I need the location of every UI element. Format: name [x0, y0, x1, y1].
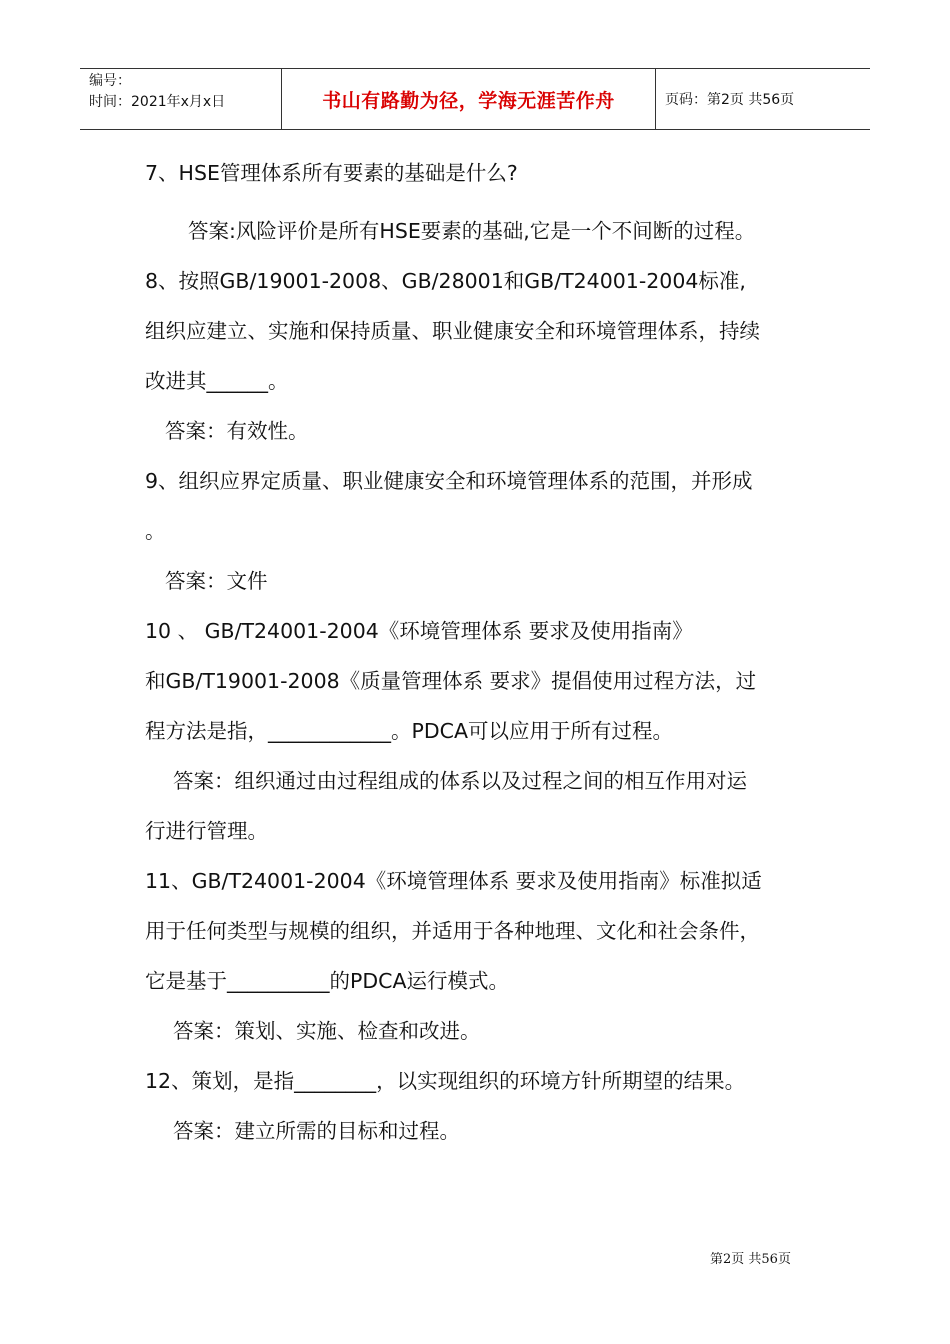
answer-12: 答案：建立所需的目标和过程。 — [173, 1119, 460, 1143]
page-header — [80, 68, 870, 130]
answer-7: 答案:风险评价是所有HSE要素的基础,它是一个不间断的过程。 — [188, 219, 756, 243]
question-8-line-3: 改进其______。 — [145, 369, 289, 393]
answer-10-line-2: 行进行管理。 — [145, 819, 268, 843]
answer-11: 答案：策划、实施、检查和改进。 — [173, 1019, 481, 1043]
answer-8: 答案：有效性。 — [165, 419, 309, 443]
question-9-line-1: 9、组织应界定质量、职业健康安全和环境管理体系的范围，并形成 — [145, 469, 753, 493]
code-label: 编号： — [89, 73, 131, 89]
header-meta-cell — [80, 69, 282, 129]
question-10-line-3: 程方法是指，____________。PDCA可以应用于所有过程。 — [145, 719, 673, 743]
question-8-line-1: 8、按照GB/19001-2008、GB/28001和GB/T24001-2004标准, — [145, 269, 746, 293]
question-9-line-2: 。 — [145, 519, 166, 543]
question-7: 7、HSE管理体系所有要素的基础是什么? — [145, 161, 518, 185]
page-footer: 第2页 共56页 — [710, 1252, 791, 1267]
answer-9: 答案：文件 — [165, 569, 268, 593]
question-11-line-2: 用于任何类型与规模的组织，并适用于各种地理、文化和社会条件， — [145, 919, 760, 943]
question-10-line-1: 10 、 GB/T24001-2004《环境管理体系 要求及使用指南》 — [145, 619, 693, 643]
motto-text: 书山有路勤为径，学海无涯苦作舟 — [322, 89, 615, 112]
page-info: 页码：第2页 共56页 — [665, 92, 795, 108]
question-10-line-2: 和GB/T19001-2008《质量管理体系 要求》提倡使用过程方法，过 — [145, 669, 757, 693]
question-8-line-2: 组织应建立、实施和保持质量、职业健康安全和环境管理体系，持续 — [145, 319, 760, 343]
header-page-cell — [656, 69, 870, 129]
question-12: 12、策划，是指________，以实现组织的环境方针所期望的结果。 — [145, 1069, 746, 1093]
answer-10-line-1: 答案：组织通过由过程组成的体系以及过程之间的相互作用对运 — [173, 769, 747, 793]
header-motto-cell — [282, 69, 656, 129]
time-label: 时间：2021年x月x日 — [89, 94, 226, 110]
question-11-line-1: 11、GB/T24001-2004《环境管理体系 要求及使用指南》标准拟适 — [145, 869, 762, 893]
question-11-line-3: 它是基于__________的PDCA运行模式。 — [145, 969, 509, 993]
